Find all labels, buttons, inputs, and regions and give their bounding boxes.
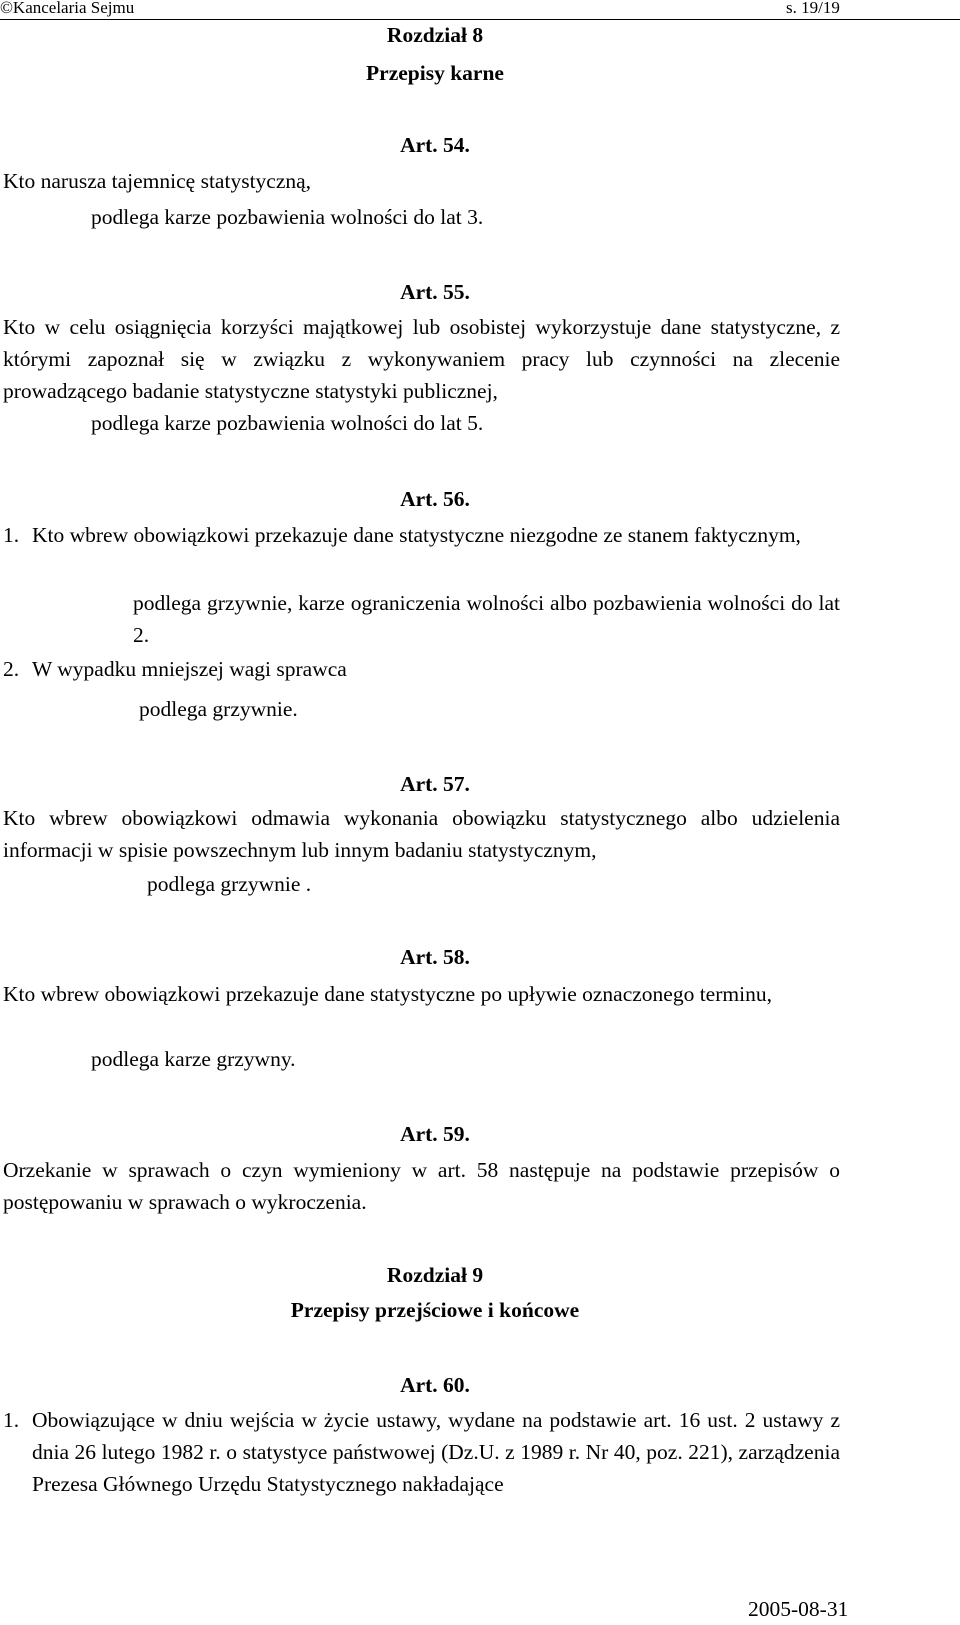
art-56-para-2-text: W wypadku mniejszej wagi sprawca xyxy=(32,657,347,681)
art-54-text: Kto narusza tajemnicę statystyczną, xyxy=(3,169,312,193)
art-59-text: Orzekanie w sprawach o czyn wymieniony w art. 58 następuje na podstawie przepisów o postępowaniu w sprawach o wykroczenia. xyxy=(3,1158,840,1214)
art-56-para-1-text: Kto wbrew obowiązkowi przekazuje dane statystyczne niezgodne ze stanem faktycznym, xyxy=(32,523,801,547)
art-56-para-2-number: 2. xyxy=(3,657,20,681)
chapter-9-subtitle: Przepisy przejściowe i końcowe xyxy=(290,1298,580,1322)
footer-date: 2005-08-31 xyxy=(748,1597,849,1621)
art-54-penalty: podlega karze pozbawienia wolności do lat 3. xyxy=(91,205,484,229)
art-56-para-1-number: 1. xyxy=(3,523,20,547)
art-56-para-1-penalty: podlega grzywnie, karze ograniczenia wolności albo pozbawienia wolności do lat 2. xyxy=(133,591,840,647)
art-55-text: Kto w celu osiągnięcia korzyści majątkowej lub osobistej wykorzystuje dane statystyczne, z którymi zapoznał się w związku z wykonywaniem pracy lub czynności na zlecenie prowadzącego badanie statystyczne statystyki publicznej, xyxy=(3,315,840,403)
art-56-heading: Art. 56. xyxy=(400,487,470,511)
art-60-para-1-number: 1. xyxy=(3,1408,20,1432)
chapter-9-title: Rozdział 9 xyxy=(386,1263,484,1287)
art-55-heading: Art. 55. xyxy=(400,280,470,304)
art-60-heading: Art. 60. xyxy=(400,1373,470,1397)
art-56-para-2-penalty: podlega grzywnie. xyxy=(139,697,298,721)
art-57-text: Kto wbrew obowiązkowi odmawia wykonania obowiązku statystycznego albo udzielenia informacji w spisie powszechnym lub innym badaniu statystycznym, xyxy=(3,806,840,862)
art-57-heading: Art. 57. xyxy=(400,772,470,796)
art-55-penalty: podlega karze pozbawienia wolności do lat 5. xyxy=(91,411,484,435)
chapter-8-subtitle: Przepisy karne xyxy=(366,61,504,85)
art-58-text: Kto wbrew obowiązkowi przekazuje dane statystyczne po upływie oznaczonego terminu, xyxy=(3,982,772,1006)
art-54-heading: Art. 54. xyxy=(400,133,470,157)
art-59-heading: Art. 59. xyxy=(400,1122,470,1146)
art-58-heading: Art. 58. xyxy=(400,945,470,969)
header-page-number: s. 19/19 xyxy=(786,0,840,17)
art-60-para-1-text: Obowiązujące w dniu wejścia w życie ustawy, wydane na podstawie art. 16 ust. 2 ustawy z dnia 26 lutego 1982 r. o statystyce państwowej (Dz.U. z 1989 r. Nr 40, poz. 221), zarządzenia Prezesa Głównego Urzędu Statystycznego nakładające xyxy=(32,1408,840,1496)
art-58-penalty: podlega karze grzywny. xyxy=(91,1047,296,1071)
chapter-8-title: Rozdział 8 xyxy=(386,23,484,47)
art-57-penalty: podlega grzywnie . xyxy=(147,872,312,896)
header-source: ©Kancelaria Sejmu xyxy=(0,0,135,17)
